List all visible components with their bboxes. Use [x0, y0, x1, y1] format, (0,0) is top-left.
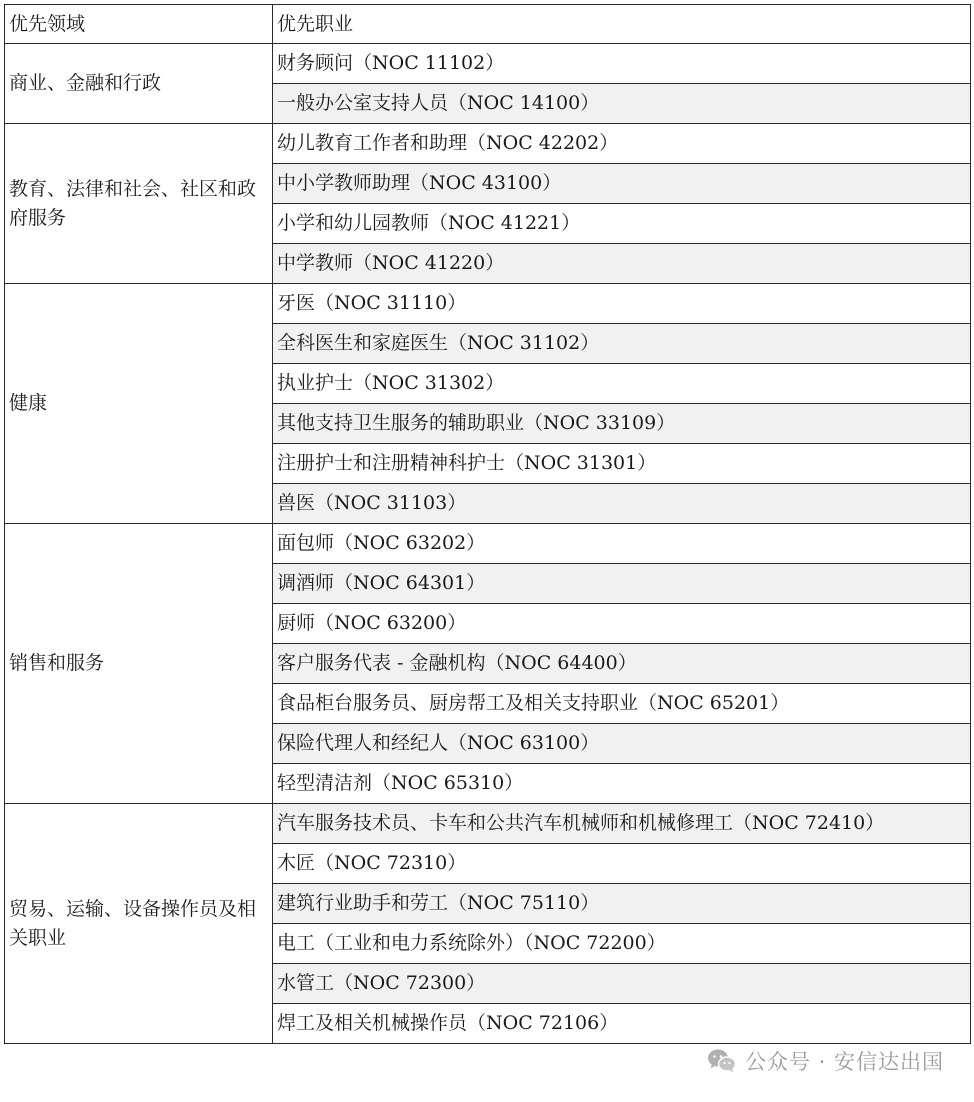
job-cell: 客户服务代表 - 金融机构（NOC 64400） [273, 644, 971, 684]
watermark [707, 1046, 944, 1076]
job-cell: 调酒师（NOC 64301） [273, 564, 971, 604]
domain-cell: 商业、金融和行政 [5, 44, 273, 124]
domain-cell: 教育、法律和社会、社区和政府服务 [5, 124, 273, 284]
domain-cell: 贸易、运输、设备操作员及相关职业 [5, 804, 273, 1044]
job-cell: 小学和幼儿园教师（NOC 41221） [273, 204, 971, 244]
job-cell: 一般办公室支持人员（NOC 14100） [273, 84, 971, 124]
table-row [5, 284, 971, 324]
job-cell: 中学教师（NOC 41220） [273, 244, 971, 284]
header-job: 优先职业 [273, 5, 971, 44]
job-cell: 水管工（NOC 72300） [273, 964, 971, 1004]
table-row [5, 44, 971, 84]
job-cell: 食品柜台服务员、厨房帮工及相关支持职业（NOC 65201） [273, 684, 971, 724]
job-cell: 轻型清洁剂（NOC 65310） [273, 764, 971, 804]
job-cell: 汽车服务技术员、卡车和公共汽车机械师和机械修理工（NOC 72410） [273, 804, 971, 844]
wechat-icon [707, 1048, 737, 1074]
table-row [5, 524, 971, 564]
job-cell: 厨师（NOC 63200） [273, 604, 971, 644]
priority-occupation-table [4, 4, 971, 1044]
job-cell: 幼儿教育工作者和助理（NOC 42202） [273, 124, 971, 164]
job-cell: 保险代理人和经纪人（NOC 63100） [273, 724, 971, 764]
domain-cell: 销售和服务 [5, 524, 273, 804]
job-cell: 注册护士和注册精神科护士（NOC 31301） [273, 444, 971, 484]
table-body [5, 44, 971, 1044]
job-cell: 执业护士（NOC 31302） [273, 364, 971, 404]
watermark-text: 公众号 · 安信达出国 [744, 1050, 944, 1074]
table-row [5, 804, 971, 844]
job-cell: 中小学教师助理（NOC 43100） [273, 164, 971, 204]
job-cell: 建筑行业助手和劳工（NOC 75110） [273, 884, 971, 924]
job-cell: 全科医生和家庭医生（NOC 31102） [273, 324, 971, 364]
job-cell: 兽医（NOC 31103） [273, 484, 971, 524]
table-header-row [5, 5, 971, 44]
domain-cell: 健康 [5, 284, 273, 524]
job-cell: 财务顾问（NOC 11102） [273, 44, 971, 84]
job-cell: 其他支持卫生服务的辅助职业（NOC 33109） [273, 404, 971, 444]
job-cell: 牙医（NOC 31110） [273, 284, 971, 324]
job-cell: 焊工及相关机械操作员（NOC 72106） [273, 1004, 971, 1044]
job-cell: 电工（工业和电力系统除外）（NOC 72200） [273, 924, 971, 964]
job-cell: 木匠（NOC 72310） [273, 844, 971, 884]
job-cell: 面包师（NOC 63202） [273, 524, 971, 564]
header-domain: 优先领域 [5, 5, 273, 44]
table-row [5, 124, 971, 164]
